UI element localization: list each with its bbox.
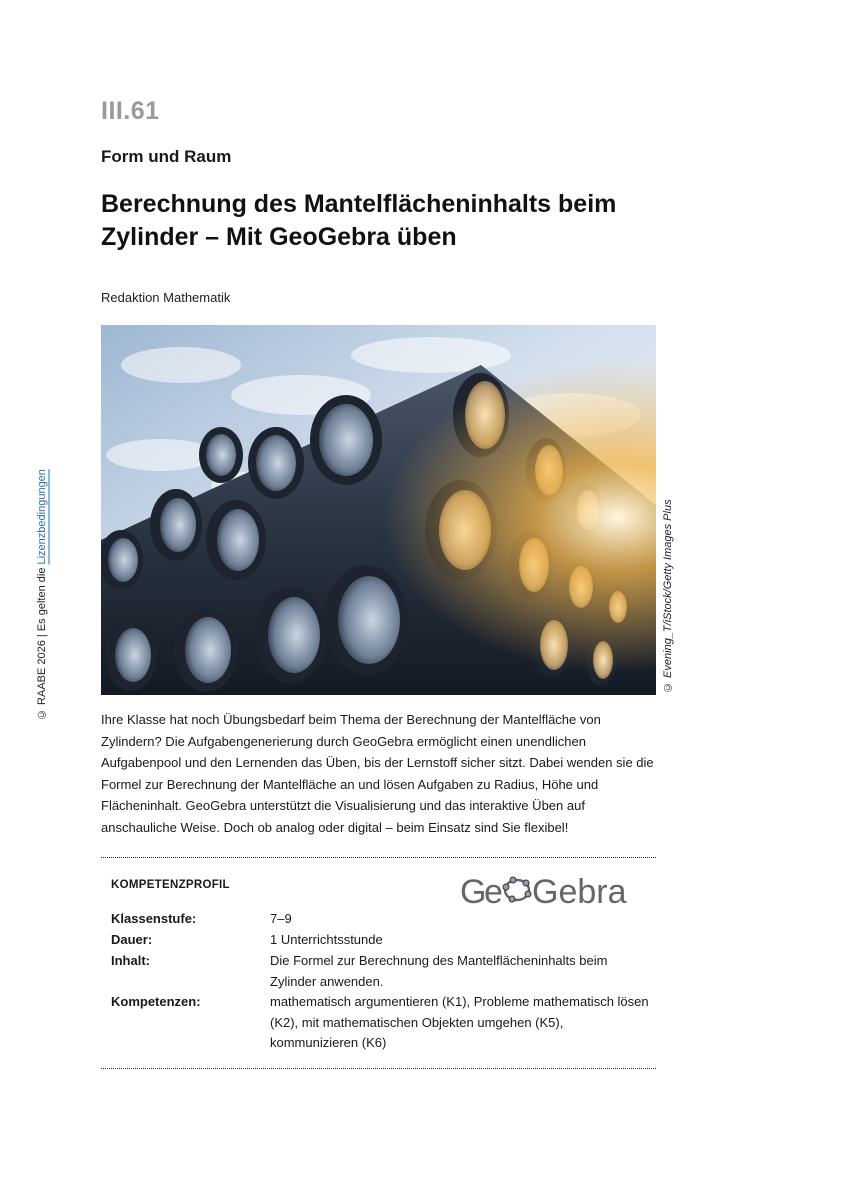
copyright-notice xyxy=(36,469,48,720)
profile-label: Kompetenzen: xyxy=(111,994,201,1009)
svg-text:e: e xyxy=(484,873,503,911)
divider-bottom xyxy=(101,1068,656,1069)
section-label: Form und Raum xyxy=(101,147,232,166)
svg-text:Gebra: Gebra xyxy=(532,873,627,911)
profile-label: Dauer: xyxy=(111,932,153,947)
copyright-text: © RAABE 2026 | Es gelten die xyxy=(36,564,48,720)
license-link[interactable]: Lizenzbedingungen xyxy=(36,469,48,565)
author: Redaktion Mathematik xyxy=(101,290,231,305)
geogebra-logo xyxy=(460,868,658,912)
page-title: Berechnung des Mantelflächeninhalts beim Zylinder – Mit GeoGebra üben xyxy=(101,190,617,251)
intro-paragraph xyxy=(101,709,661,838)
svg-text:G: G xyxy=(460,873,488,911)
profile-value: mathematisch argumentieren (K1), Probleme mathematisch lösen (K2), mit mathematischen Objekten umgehen (K5), kommunizieren (K6) xyxy=(270,994,649,1050)
profile-value: 1 Unterrichtsstunde xyxy=(270,932,383,947)
profile-label: Klassenstufe: xyxy=(111,911,197,926)
photo-credit: © Evening_T/iStock/Getty Images Plus xyxy=(662,499,674,693)
divider-top xyxy=(101,857,656,858)
intro-text: Ihre Klasse hat noch Übungsbedarf beim Thema der Berechnung der Mantelfläche von Zylindern? Die Aufgabengenerierung durch GeoGebra ermöglicht einen unendlichen Aufgabenpool und den Lernenden das Üben, bis der Lernstoff sicher sitzt. Dabei wenden sie die Formel zur Berechnung der Mantelfläche an und lösen Aufgaben zu Radius, Höhe und Flächeninhalt. GeoGebra unterstützt die Visualisierung und das interaktive Üben auf anschauliche Weise. Doch ob analog oder digital – beim Einsatz sind Sie flexibel! xyxy=(101,712,654,835)
profile-value: 7–9 xyxy=(270,911,292,926)
competence-profile-heading: KOMPETENZPROFIL xyxy=(111,879,230,891)
profile-label: Inhalt: xyxy=(111,953,150,968)
document-code: III.61 xyxy=(101,97,160,125)
pipes-photo xyxy=(101,325,656,695)
profile-value: Die Formel zur Berechnung des Mantelflächeninhalts beim Zylinder anwenden. xyxy=(270,953,608,989)
